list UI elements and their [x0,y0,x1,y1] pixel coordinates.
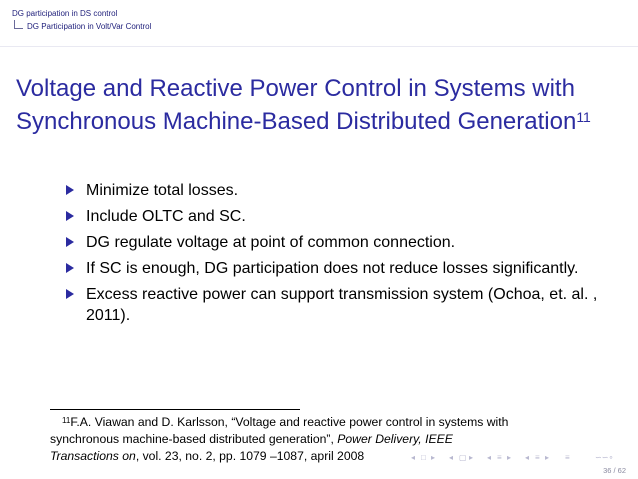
footnote-line-1 [50,414,610,431]
nav-next-document-icon[interactable]: ▸ [545,453,550,462]
footnote-text-1: F.A. Viawan and D. Karlsson, “Voltage and reactive power control in systems with [70,415,509,429]
triangle-bullet-icon [66,237,74,247]
slide-header [0,0,638,60]
nav-prev-frame-icon[interactable]: ◂ [411,453,416,462]
nav-prev-subsection-icon[interactable]: ◂ [449,453,454,462]
footnote-divider [50,409,300,410]
bullet-item [62,206,622,227]
triangle-bullet-icon [66,263,74,273]
beamer-navigation-bar [411,453,633,465]
footnote-text-2: synchronous machine-based distributed generation”, [50,432,338,446]
header-divider [0,46,638,47]
bullet-item [62,284,622,326]
bullet-text: If SC is enough, DG participation does not reduce losses significantly. [86,260,579,277]
nav-subsection-icon[interactable]: ▢ [459,453,467,462]
footnote-journal-1: Power Delivery, IEEE [337,432,453,446]
nav-appendix-icon[interactable]: ≡ [565,453,570,462]
nav-next-frame-icon[interactable]: ▸ [431,453,436,462]
bullet-item [62,258,622,279]
nav-frame-icon[interactable]: □ [421,453,426,462]
nav-document-icon[interactable]: ≡ [535,453,540,462]
footnote-line-2 [50,431,610,448]
title-footnote-mark: 11 [576,109,591,125]
nav-search-icon[interactable]: ∽∽∘ [595,453,614,462]
triangle-bullet-icon [66,185,74,195]
slide-title [16,72,628,138]
nav-prev-section-icon[interactable]: ◂ [487,453,492,462]
footnote-journal-2: Transactions on [50,449,136,463]
nav-prev-document-icon[interactable]: ◂ [525,453,530,462]
nav-section-icon[interactable]: ≡ [497,453,502,462]
page-number: 36 / 62 [603,466,626,475]
triangle-bullet-icon [66,211,74,221]
bullet-text: Include OLTC and SC. [86,208,246,225]
bullet-item [62,232,622,253]
section-breadcrumb[interactable]: DG participation in DS control [12,9,118,18]
bullet-list [62,180,622,331]
nav-next-section-icon[interactable]: ▸ [507,453,512,462]
nav-next-subsection-icon[interactable]: ▸ [469,453,474,462]
bullet-item [62,180,622,201]
footnote-text-3: , vol. 23, no. 2, pp. 1079 –1087, april 2008 [135,449,365,463]
footnote-mark: 11 [62,416,71,425]
bullet-text: Minimize total losses. [86,182,239,199]
triangle-bullet-icon [66,289,74,299]
subsection-label: DG Participation in Volt/Var Control [27,22,152,31]
slide-title-text: Voltage and Reactive Power Control in Systems with Synchronous Machine-Based Distributed Generation [16,75,577,135]
bullet-text: DG regulate voltage at point of common connection. [86,234,456,251]
tree-branch-icon [14,20,23,29]
bullet-text: Excess reactive power can support transmission system (Ochoa, et. al. , 2011). [86,286,598,324]
